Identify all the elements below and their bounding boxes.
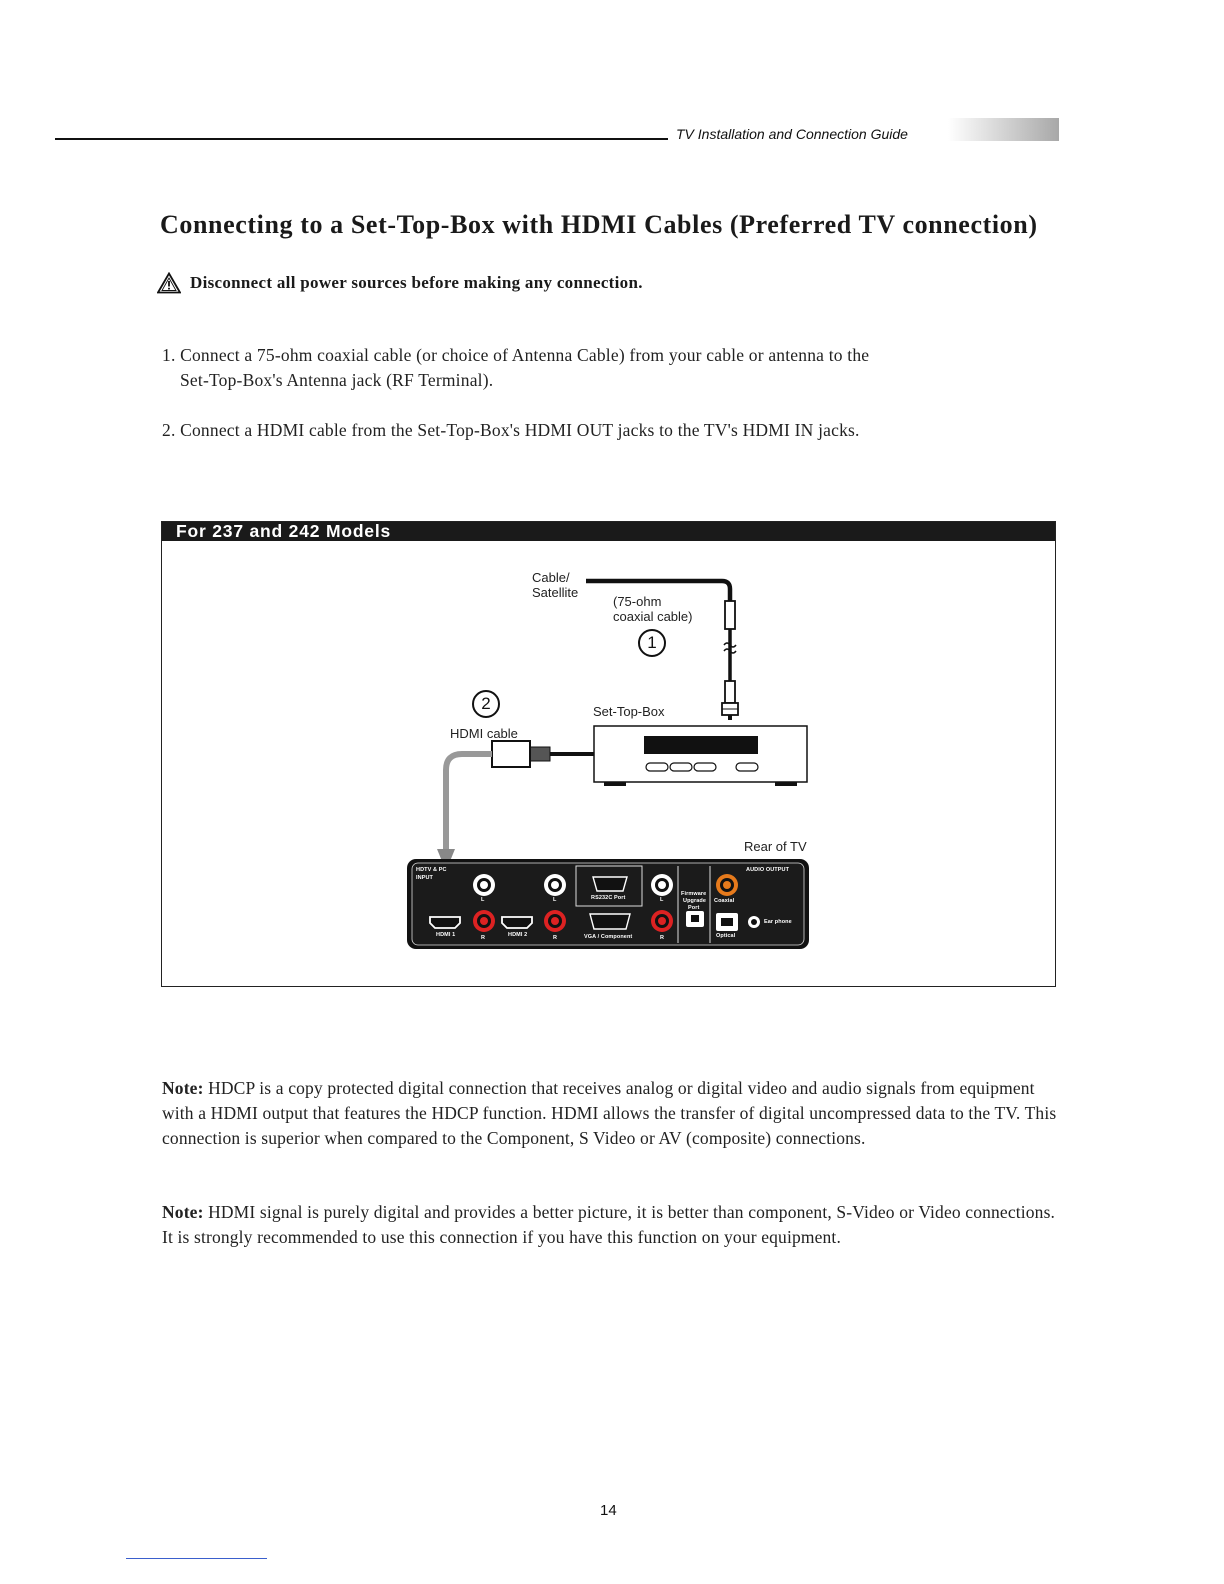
cable-satellite-label-line-1: Cable/: [532, 570, 570, 585]
hdmi-cable-label: HDMI cable: [450, 726, 518, 741]
left-audio-label-3: L: [660, 897, 664, 903]
right-audio-label-3: R: [660, 935, 665, 941]
hdtv-input-label-line-2: INPUT: [416, 875, 433, 881]
left-audio-label-1: L: [481, 897, 485, 903]
coax-cable-label-line-1: (75-ohm: [613, 594, 662, 609]
note-text: HDMI signal is purely digital and provides a better picture, it is better than component, S-Video or Video connections. It is strongly recommended to use this connection if you have this function on your equipment.: [162, 1202, 1056, 1247]
cable-satellite-label-line-2: Satellite: [532, 585, 579, 600]
step-1-line-2: Set-Top-Box's Antenna jack (RF Terminal).: [180, 370, 494, 390]
firmware-label-line-1: Firmware: [681, 891, 707, 897]
step-2: 2. Connect a HDMI cable from the Set-Top-Box's HDMI OUT jacks to the TV's HDMI IN jacks.: [162, 420, 860, 440]
hdmi-cable: [437, 741, 594, 871]
left-audio-label-2: L: [553, 897, 557, 903]
coax-cable-label-line-2: coaxial cable): [613, 609, 693, 624]
diagram-section-title: For 237 and 242 Models: [176, 521, 392, 541]
audio-output-label: AUDIO OUTPUT: [746, 867, 790, 873]
rear-of-tv-label: Rear of TV: [744, 839, 807, 854]
warning-triangle-icon: [157, 272, 181, 294]
footer-rule: [126, 1558, 267, 1559]
ear-phone-label: Ear phone: [764, 919, 792, 925]
note-text: HDCP is a copy protected digital connection that receives analog or digital video and audio signals from equipment with a HDMI output that features the HDCP function. HDMI allows the transfer of digital uncompressed data to the TV. This connection is superior when compared to the Component, S Video or AV (composite) connections.: [162, 1078, 1057, 1148]
note-hdcp: [162, 1076, 1067, 1151]
header-rule: [55, 138, 668, 140]
connection-diagram: [162, 541, 1055, 986]
rs232c-port-label: RS232C Port: [591, 895, 626, 901]
hdtv-input-label-line-1: HDTV & PC: [416, 867, 447, 873]
hdmi-1-label: HDMI 1: [436, 932, 456, 938]
warning-text: Disconnect all power sources before making any connection.: [190, 273, 643, 292]
guide-title: TV Installation and Connection Guide: [676, 126, 908, 142]
note-label: Note:: [162, 1202, 204, 1222]
right-audio-label-2: R: [553, 935, 558, 941]
note-hdmi-signal: [162, 1200, 1067, 1250]
right-audio-label-1: R: [481, 935, 486, 941]
set-top-box-label: Set-Top-Box: [593, 704, 665, 719]
note-label: Note:: [162, 1078, 204, 1098]
step-1-marker: 1: [638, 629, 666, 657]
coaxial-label: Coaxial: [714, 898, 735, 904]
header-gradient-bar: [948, 118, 1059, 141]
optical-label: Optical: [716, 933, 736, 939]
set-top-box: [594, 726, 807, 786]
step-1-line-1: 1. Connect a 75-ohm coaxial cable (or choice of Antenna Cable) from your cable or antenna to the: [162, 345, 870, 365]
vga-component-label: VGA / Component: [584, 934, 633, 940]
page-title: Connecting to a Set-Top-Box with HDMI Cables (Preferred TV connection): [160, 210, 1038, 239]
firmware-label-line-3: Port: [688, 905, 700, 911]
step-2-marker: 2: [472, 690, 500, 718]
firmware-label-line-2: Upgrade: [683, 898, 707, 904]
hdmi-2-label: HDMI 2: [508, 932, 528, 938]
page-number: 14: [600, 1502, 617, 1519]
